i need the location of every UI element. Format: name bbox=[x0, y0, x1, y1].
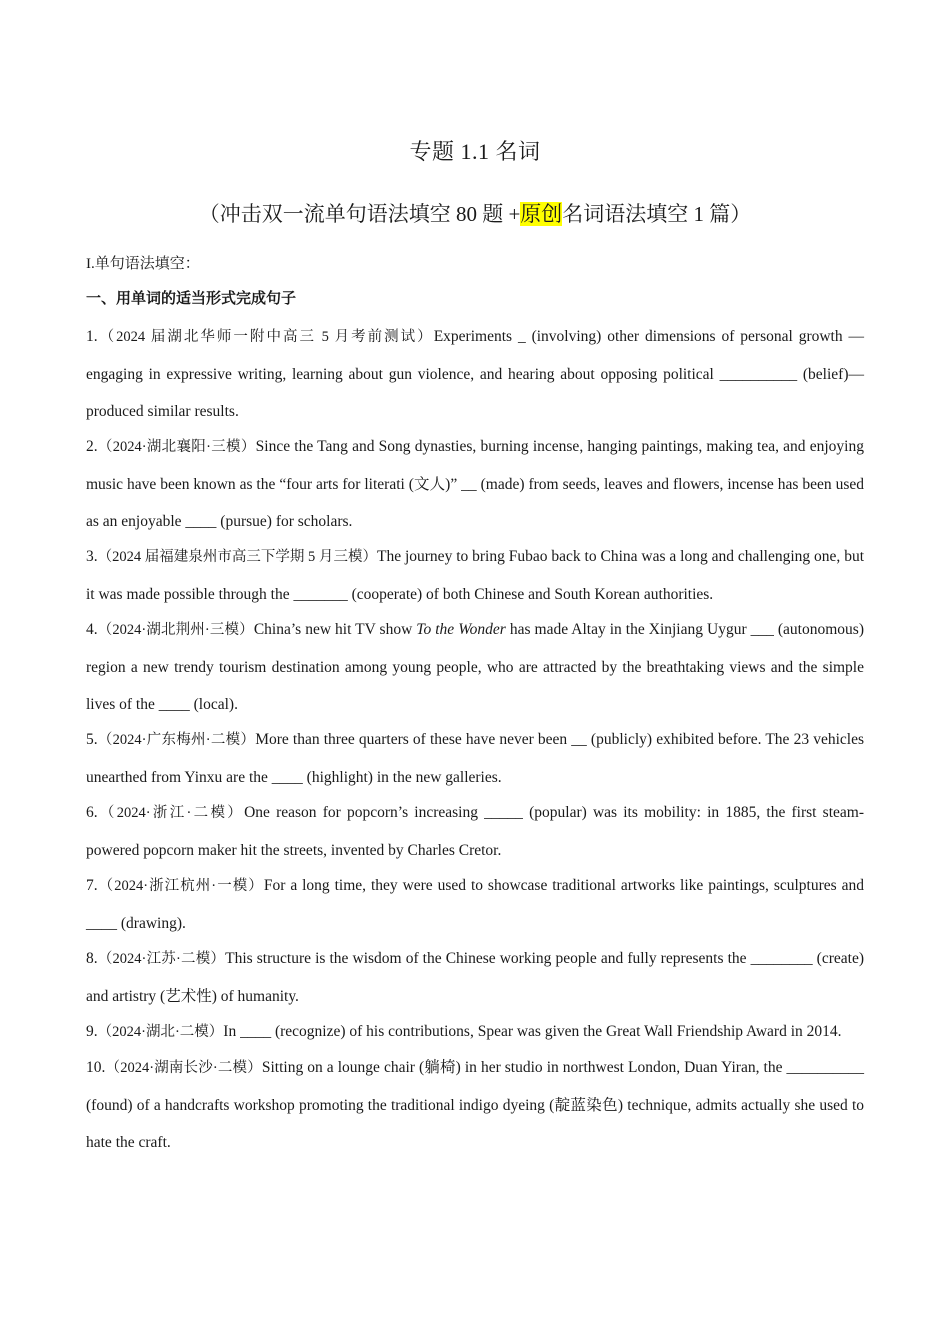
question-1 bbox=[86, 318, 864, 430]
question-4 bbox=[86, 611, 864, 723]
document-title: 专题 1.1 名词 bbox=[409, 139, 541, 164]
question-number: 4. bbox=[86, 621, 98, 638]
question-number: 7. bbox=[86, 877, 98, 894]
question-source: （2024·浙江杭州·一模） bbox=[97, 878, 264, 894]
section-label: I.单句语法填空： bbox=[86, 256, 200, 272]
question-number: 8. bbox=[86, 950, 98, 967]
question-number: 10. bbox=[86, 1059, 106, 1076]
subtitle-text-before: （冲击双一流单句语法填空 80 题 + bbox=[198, 202, 521, 226]
question-number: 2. bbox=[86, 438, 98, 455]
question-number: 9. bbox=[86, 1023, 98, 1040]
question-number: 5. bbox=[86, 731, 98, 748]
question-source: （2024·浙江·二模） bbox=[97, 805, 245, 821]
question-text: One reason for popcorn’s increasing _____ (popular) was its mobility: in 1885, the first steam-powered popcorn maker hit the streets, invented by Charles Cretor. bbox=[86, 804, 864, 859]
question-5 bbox=[86, 721, 864, 796]
question-7 bbox=[86, 867, 864, 942]
question-number: 1. bbox=[86, 328, 98, 345]
question-text: Sitting on a lounge chair (躺椅) in her studio in northwest London, Duan Yiran, the __________ (found) of a handcrafts workshop promoting the traditional indigo dyeing (靛蓝染色) technique, admits actually she used to hate the craft. bbox=[86, 1059, 864, 1151]
question-source: （2024·湖北荆州·三模） bbox=[97, 622, 254, 638]
question-text: For a long time, they were used to showcase traditional artworks like paintings, sculptures and ____ (drawing). bbox=[86, 877, 864, 932]
question-text-before: China’s new hit TV show bbox=[253, 621, 417, 638]
question-text: More than three quarters of these have never been __ (publicly) exhibited before. The 23 vehicles unearthed from Yinxu are the ____ (highlight) in the new galleries. bbox=[86, 731, 864, 786]
document-content bbox=[86, 252, 864, 1159]
question-text-italic-title: To the Wonder bbox=[416, 621, 506, 638]
question-source: （2024 届湖北华师一附中高三 5 月考前测试） bbox=[97, 329, 434, 345]
question-10 bbox=[86, 1049, 864, 1161]
document-subtitle bbox=[0, 198, 950, 228]
question-number: 6. bbox=[86, 804, 98, 821]
question-text: In ____ (recognize) of his contributions, Spear was given the Great Wall Friendship Award in 2014. bbox=[223, 1023, 842, 1040]
question-source: （2024·湖北·二模） bbox=[97, 1024, 224, 1040]
question-source: （2024·广东梅州·二模） bbox=[97, 732, 256, 748]
question-source: （2024·湖北襄阳·三模） bbox=[97, 439, 256, 455]
subtitle-highlight: 原创 bbox=[520, 202, 563, 226]
question-source: （2024·湖南长沙·二模） bbox=[105, 1060, 262, 1076]
question-text: Experiments _ (involving) other dimensions of personal growth — engaging in expressive writing, learning about gun violence, and hearing about opposing political __________ (belief)—produced similar results. bbox=[86, 328, 864, 420]
question-text: Since the Tang and Song dynasties, burning incense, hanging paintings, making tea, and enjoying music have been known as the “four arts for literati (文人)” __ (made) from seeds, leaves and flowers, incense has been used as an enjoyable ____ (pursue) for scholars. bbox=[86, 438, 864, 530]
question-9 bbox=[86, 1013, 864, 1051]
subtitle-text-after: 名词语法填空 1 篇） bbox=[562, 202, 752, 226]
question-source: （2024·江苏·二模） bbox=[97, 951, 226, 967]
question-number: 3. bbox=[86, 548, 98, 565]
question-source: （2024 届福建泉州市高三下学期 5 月三模） bbox=[97, 549, 377, 565]
question-3 bbox=[86, 538, 864, 613]
question-6 bbox=[86, 794, 864, 869]
question-8 bbox=[86, 940, 864, 1015]
question-text: The journey to bring Fubao back to China was a long and challenging one, but it was made possible through the _______ (cooperate) of both Chinese and South Korean authorities. bbox=[86, 548, 864, 603]
question-2 bbox=[86, 428, 864, 540]
section-heading: 一、用单词的适当形式完成句子 bbox=[86, 289, 297, 307]
question-text-after: has made Altay in the Xinjiang Uygur ___ (autonomous) region a new trendy tourism destination among young people, who are attracted by the breathtaking views and the simple lives of the ____ (local). bbox=[86, 621, 864, 713]
question-text: This structure is the wisdom of the Chinese working people and fully represents the ________ (create) and artistry (艺术性) of humanity. bbox=[86, 950, 864, 1005]
